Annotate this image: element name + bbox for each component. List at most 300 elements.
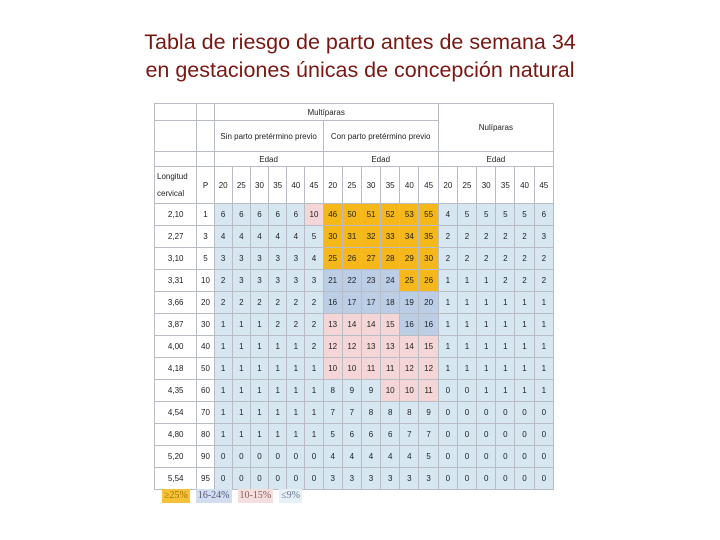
risk-value-cell: 30 [419,248,438,270]
header-edad-nul: Edad [438,152,553,167]
risk-value-cell: 19 [400,292,419,314]
risk-value-cell: 1 [232,358,250,380]
risk-value-cell: 1 [287,424,305,446]
risk-value-cell: 0 [477,446,496,468]
risk-value-cell: 6 [287,204,305,226]
risk-value-cell: 4 [438,204,457,226]
risk-value-cell: 0 [438,380,457,402]
risk-value-cell: 3 [305,270,323,292]
risk-value-cell: 1 [534,314,553,336]
risk-value-cell: 2 [515,248,534,270]
risk-value-cell: 34 [400,226,419,248]
risk-value-cell: 3 [323,468,342,490]
table-row [155,270,554,292]
risk-value-cell: 1 [214,314,232,336]
risk-value-cell: 0 [534,446,553,468]
risk-value-cell: 24 [381,270,400,292]
corner-cell [197,121,214,152]
risk-value-cell: 0 [534,402,553,424]
risk-value-cell: 0 [496,468,515,490]
risk-value-cell: 12 [400,358,419,380]
risk-value-cell: 1 [232,380,250,402]
risk-value-cell: 11 [419,380,438,402]
table-row [155,248,554,270]
risk-value-cell: 1 [438,336,457,358]
age-header-cell: 40 [400,167,419,204]
percentile-cell: 30 [197,314,214,336]
risk-value-cell: 1 [457,292,476,314]
risk-value-cell: 46 [323,204,342,226]
risk-value-cell: 1 [477,336,496,358]
age-header-cell: 45 [534,167,553,204]
risk-value-cell: 25 [400,270,419,292]
risk-value-cell: 0 [457,424,476,446]
length-cell: 4,80 [155,424,197,446]
percentile-cell: 10 [197,270,214,292]
risk-value-cell: 2 [534,270,553,292]
length-cell: 2,10 [155,204,197,226]
risk-value-cell: 0 [305,468,323,490]
risk-value-cell: 14 [400,336,419,358]
risk-value-cell: 35 [419,226,438,248]
risk-value-cell: 2 [515,270,534,292]
risk-value-cell: 3 [250,270,268,292]
risk-value-cell: 0 [438,424,457,446]
risk-value-cell: 25 [323,248,342,270]
risk-value-cell: 10 [323,358,342,380]
risk-value-cell: 9 [419,402,438,424]
risk-value-cell: 6 [250,204,268,226]
risk-value-cell: 4 [323,446,342,468]
risk-value-cell: 2 [214,292,232,314]
risk-value-cell: 6 [214,204,232,226]
risk-value-cell: 1 [214,424,232,446]
age-header-cell: 25 [232,167,250,204]
risk-value-cell: 1 [214,336,232,358]
risk-value-cell: 32 [361,226,380,248]
risk-table [154,103,554,490]
risk-value-cell: 2 [457,248,476,270]
risk-value-cell: 2 [269,314,287,336]
risk-value-cell: 1 [496,358,515,380]
risk-value-cell: 2 [305,314,323,336]
risk-value-cell: 1 [457,336,476,358]
risk-value-cell: 1 [477,270,496,292]
risk-value-cell: 0 [457,446,476,468]
risk-value-cell: 1 [534,358,553,380]
risk-value-cell: 1 [287,402,305,424]
header-p: P [197,167,214,204]
risk-value-cell: 2 [438,226,457,248]
risk-value-cell: 4 [250,226,268,248]
risk-value-cell: 2 [477,248,496,270]
risk-value-cell: 6 [269,204,287,226]
risk-value-cell: 29 [400,248,419,270]
risk-value-cell: 1 [250,380,268,402]
risk-value-cell: 1 [457,358,476,380]
legend-min-swatch: ≤9% [281,490,300,501]
risk-value-cell: 1 [250,358,268,380]
risk-value-cell: 0 [457,380,476,402]
risk-value-cell: 0 [457,402,476,424]
age-header-cell: 40 [515,167,534,204]
risk-value-cell: 55 [419,204,438,226]
risk-value-cell: 53 [400,204,419,226]
risk-value-cell: 6 [232,204,250,226]
risk-value-cell: 1 [438,314,457,336]
risk-value-cell: 4 [342,446,361,468]
corner-cell [155,152,197,167]
risk-value-cell: 13 [361,336,380,358]
risk-value-cell: 1 [305,358,323,380]
risk-value-cell: 1 [477,314,496,336]
risk-value-cell: 7 [342,402,361,424]
risk-value-cell: 8 [381,402,400,424]
length-cell: 3,87 [155,314,197,336]
risk-value-cell: 12 [323,336,342,358]
risk-value-cell: 0 [477,468,496,490]
risk-value-cell: 21 [323,270,342,292]
risk-value-cell: 12 [342,336,361,358]
risk-value-cell: 1 [232,424,250,446]
risk-value-cell: 1 [534,292,553,314]
risk-value-cell: 1 [269,336,287,358]
risk-value-cell: 0 [438,468,457,490]
age-header-cell: 30 [250,167,268,204]
risk-value-cell: 6 [342,424,361,446]
risk-value-cell: 4 [214,226,232,248]
risk-value-cell: 1 [305,380,323,402]
risk-value-cell: 4 [287,226,305,248]
risk-value-cell: 4 [361,446,380,468]
risk-value-cell: 0 [477,424,496,446]
risk-value-cell: 3 [534,226,553,248]
risk-value-cell: 13 [323,314,342,336]
risk-value-cell: 2 [515,226,534,248]
risk-value-cell: 1 [287,380,305,402]
risk-value-cell: 2 [457,226,476,248]
header-sin-parto: Sin parto pretérmino previo [214,121,323,152]
risk-value-cell: 2 [214,270,232,292]
risk-value-cell: 0 [496,402,515,424]
risk-value-cell: 17 [342,292,361,314]
risk-value-cell: 3 [287,270,305,292]
risk-value-cell: 3 [232,248,250,270]
legend-low-swatch: 10-15% [239,490,272,501]
risk-value-cell: 2 [496,270,515,292]
risk-value-cell: 0 [214,446,232,468]
risk-value-cell: 15 [419,336,438,358]
percentile-cell: 80 [197,424,214,446]
risk-value-cell: 6 [381,424,400,446]
risk-value-cell: 30 [323,226,342,248]
percentile-cell: 60 [197,380,214,402]
risk-value-cell: 1 [534,380,553,402]
risk-value-cell: 0 [250,468,268,490]
risk-value-cell: 5 [496,204,515,226]
risk-value-cell: 16 [400,314,419,336]
table-row [155,336,554,358]
length-cell: 3,31 [155,270,197,292]
risk-value-cell: 0 [534,424,553,446]
risk-value-cell: 26 [419,270,438,292]
risk-value-cell: 7 [400,424,419,446]
risk-value-cell: 14 [361,314,380,336]
age-header-cell: 25 [457,167,476,204]
percentile-cell: 40 [197,336,214,358]
risk-value-cell: 1 [305,402,323,424]
corner-cell [155,121,197,152]
percentile-cell: 20 [197,292,214,314]
risk-value-cell: 20 [419,292,438,314]
risk-value-cell: 1 [250,314,268,336]
risk-value-cell: 6 [361,424,380,446]
risk-value-cell: 5 [323,424,342,446]
risk-value-cell: 4 [305,248,323,270]
length-cell: 3,10 [155,248,197,270]
age-header-cell: 35 [381,167,400,204]
risk-value-cell: 1 [515,380,534,402]
risk-value-cell: 1 [214,380,232,402]
header-longitud-cervical: Longitud cervical [155,167,197,204]
risk-value-cell: 5 [477,204,496,226]
risk-value-cell: 28 [381,248,400,270]
risk-value-cell: 5 [305,226,323,248]
risk-value-cell: 7 [323,402,342,424]
risk-value-cell: 8 [400,402,419,424]
risk-value-cell: 0 [305,446,323,468]
risk-value-cell: 3 [250,248,268,270]
risk-value-cell: 23 [361,270,380,292]
header-nuliparas: Nulíparas [438,104,553,152]
length-cell: 4,35 [155,380,197,402]
age-header-cell: 35 [496,167,515,204]
risk-value-cell: 50 [342,204,361,226]
percentile-cell: 50 [197,358,214,380]
risk-value-cell: 1 [250,402,268,424]
risk-value-cell: 0 [534,468,553,490]
risk-value-cell: 14 [342,314,361,336]
age-header-cell: 30 [361,167,380,204]
table-row [155,380,554,402]
risk-value-cell: 2 [477,226,496,248]
table-row [155,358,554,380]
risk-value-cell: 5 [457,204,476,226]
table-row [155,292,554,314]
risk-value-cell: 10 [305,204,323,226]
length-cell: 3,66 [155,292,197,314]
risk-value-cell: 5 [515,204,534,226]
risk-value-cell: 2 [232,292,250,314]
risk-value-cell: 1 [496,380,515,402]
risk-value-cell: 3 [361,468,380,490]
risk-value-cell: 1 [269,380,287,402]
risk-value-cell: 0 [515,424,534,446]
risk-value-cell: 26 [342,248,361,270]
risk-value-cell: 6 [534,204,553,226]
risk-value-cell: 0 [287,468,305,490]
risk-value-cell: 0 [515,402,534,424]
age-header-cell: 20 [438,167,457,204]
risk-value-cell: 1 [287,358,305,380]
risk-value-cell: 1 [269,424,287,446]
percentile-cell: 90 [197,446,214,468]
risk-value-cell: 0 [287,446,305,468]
risk-value-cell: 2 [496,226,515,248]
risk-value-cell: 0 [496,424,515,446]
risk-value-cell: 1 [477,358,496,380]
header-edad-con: Edad [323,152,438,167]
title-line-2: en gestaciones únicas de concepción natural [145,58,575,82]
table-row [155,204,554,226]
risk-value-cell: 0 [496,446,515,468]
risk-value-cell: 4 [269,226,287,248]
risk-value-cell: 31 [342,226,361,248]
risk-value-cell: 10 [400,380,419,402]
risk-value-cell: 1 [477,292,496,314]
risk-value-cell: 1 [269,402,287,424]
length-cell: 5,20 [155,446,197,468]
header-edad-sin: Edad [214,152,323,167]
age-header-cell: 45 [305,167,323,204]
risk-value-cell: 12 [419,358,438,380]
risk-value-cell: 15 [381,314,400,336]
risk-value-cell: 0 [457,468,476,490]
corner-cell [197,152,214,167]
legend-high-swatch: ≥25% [164,490,188,501]
corner-cell [155,104,197,121]
risk-value-cell: 8 [361,402,380,424]
percentile-cell: 3 [197,226,214,248]
risk-value-cell: 2 [534,248,553,270]
age-header-cell: 35 [269,167,287,204]
risk-value-cell: 1 [214,358,232,380]
risk-value-cell: 10 [342,358,361,380]
risk-value-cell: 1 [515,336,534,358]
risk-value-cell: 1 [515,292,534,314]
percentile-cell: 5 [197,248,214,270]
risk-value-cell: 4 [381,446,400,468]
risk-value-cell: 3 [232,270,250,292]
risk-value-cell: 9 [342,380,361,402]
risk-value-cell: 3 [419,468,438,490]
age-header-cell: 20 [323,167,342,204]
risk-value-cell: 2 [287,292,305,314]
risk-value-cell: 27 [361,248,380,270]
table-row [155,424,554,446]
header-con-parto: Con parto pretérmino previo [323,121,438,152]
risk-value-cell: 1 [457,314,476,336]
age-header-cell: 45 [419,167,438,204]
risk-value-cell: 3 [400,468,419,490]
risk-value-cell: 1 [515,314,534,336]
length-cell: 4,00 [155,336,197,358]
risk-value-cell: 13 [381,336,400,358]
risk-value-cell: 0 [515,468,534,490]
risk-value-cell: 1 [269,358,287,380]
risk-value-cell: 2 [496,248,515,270]
risk-value-cell: 3 [287,248,305,270]
risk-value-cell: 0 [269,468,287,490]
risk-value-cell: 1 [287,336,305,358]
risk-value-cell: 1 [438,270,457,292]
age-header-cell: 30 [477,167,496,204]
risk-value-cell: 3 [269,270,287,292]
risk-value-cell: 1 [457,270,476,292]
table-row [155,468,554,490]
risk-value-cell: 1 [250,336,268,358]
risk-value-cell: 5 [419,446,438,468]
risk-value-cell: 0 [477,402,496,424]
age-header-cell: 40 [287,167,305,204]
risk-value-cell: 22 [342,270,361,292]
risk-value-cell: 0 [232,468,250,490]
risk-value-cell: 1 [214,402,232,424]
risk-value-cell: 0 [232,446,250,468]
risk-value-cell: 0 [438,446,457,468]
length-cell: 4,18 [155,358,197,380]
risk-value-cell: 2 [305,336,323,358]
risk-value-cell: 0 [438,402,457,424]
risk-value-cell: 52 [381,204,400,226]
length-cell: 4,54 [155,402,197,424]
length-cell: 5,54 [155,468,197,490]
risk-value-cell: 51 [361,204,380,226]
risk-value-cell: 0 [214,468,232,490]
page-title [0,28,720,84]
risk-value-cell: 16 [419,314,438,336]
percentile-cell: 95 [197,468,214,490]
risk-value-cell: 2 [438,248,457,270]
table-row [155,446,554,468]
risk-value-cell: 11 [361,358,380,380]
risk-value-cell: 4 [232,226,250,248]
risk-value-cell: 3 [381,468,400,490]
risk-value-cell: 1 [438,292,457,314]
risk-value-cell: 16 [323,292,342,314]
risk-value-cell: 1 [496,314,515,336]
risk-value-cell: 1 [477,380,496,402]
risk-value-cell: 1 [232,402,250,424]
percentile-cell: 1 [197,204,214,226]
risk-value-cell: 1 [534,336,553,358]
risk-value-cell: 3 [269,248,287,270]
risk-value-cell: 1 [438,358,457,380]
age-header-cell: 20 [214,167,232,204]
risk-value-cell: 2 [250,292,268,314]
age-header-cell: 25 [342,167,361,204]
risk-value-cell: 33 [381,226,400,248]
risk-value-cell: 9 [361,380,380,402]
risk-value-cell: 1 [515,358,534,380]
risk-value-cell: 0 [269,446,287,468]
risk-value-cell: 1 [232,336,250,358]
risk-value-cell: 2 [269,292,287,314]
header-multiparas: Multíparas [214,104,438,121]
table-row [155,314,554,336]
risk-value-cell: 18 [381,292,400,314]
risk-value-cell: 0 [250,446,268,468]
table-row [155,226,554,248]
risk-value-cell: 1 [232,314,250,336]
legend-mid-swatch: 16-24% [197,490,230,501]
risk-value-cell: 3 [342,468,361,490]
risk-value-cell: 7 [419,424,438,446]
risk-value-cell: 2 [305,292,323,314]
corner-cell [197,104,214,121]
risk-value-cell: 4 [400,446,419,468]
risk-value-cell: 1 [496,336,515,358]
